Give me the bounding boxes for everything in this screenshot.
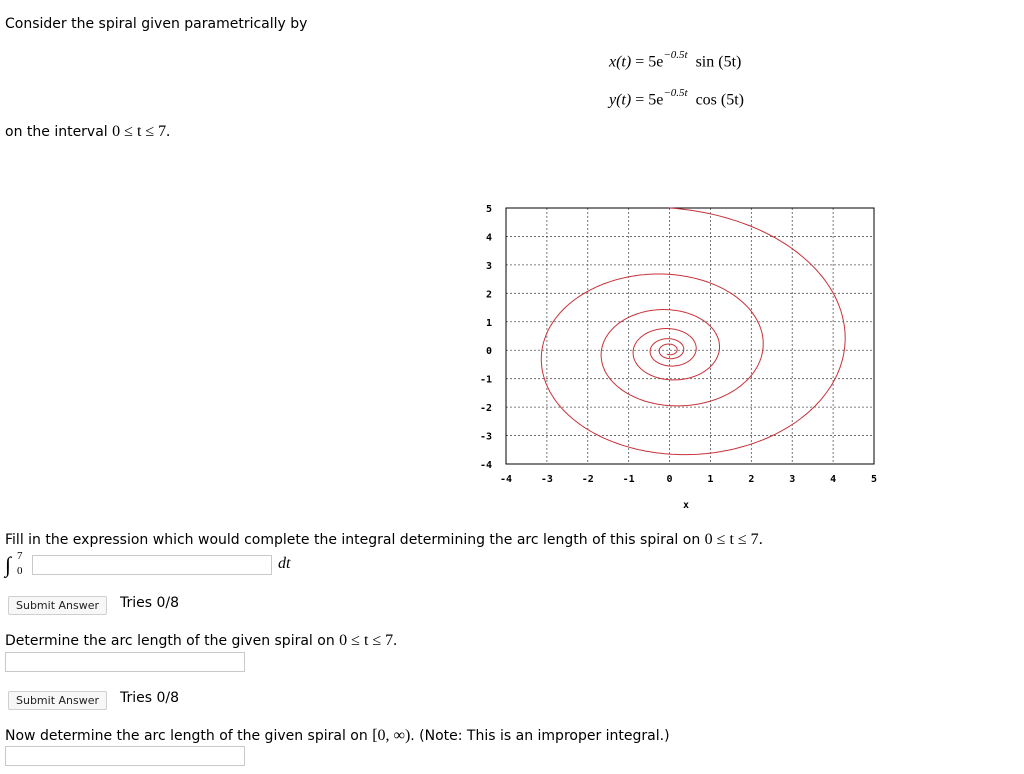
x-tick-label: 5 bbox=[870, 474, 878, 485]
y-exponent: −0.5t bbox=[663, 87, 688, 99]
interval-prefix: on the interval bbox=[5, 124, 108, 140]
interval-suffix: . bbox=[166, 123, 171, 140]
y-tick-label: -2 bbox=[479, 403, 492, 415]
integral-lower-limit: 0 bbox=[17, 565, 23, 577]
x-tick-labels bbox=[500, 474, 877, 485]
q1-end: . bbox=[758, 531, 763, 548]
x-lhs: x(t) bbox=[609, 53, 632, 71]
x-tick-label: 3 bbox=[789, 474, 796, 485]
q1-text-line bbox=[5, 531, 763, 549]
y-tick-label: 2 bbox=[485, 289, 492, 301]
x-exponent: −0.5t bbox=[663, 49, 688, 61]
q1-interval: 0 ≤ t ≤ 7 bbox=[704, 531, 759, 548]
x-tick-label: 4 bbox=[830, 474, 837, 485]
q2-tries: Tries 0/8 bbox=[120, 690, 180, 706]
dt-text: dt bbox=[278, 555, 291, 572]
x-tick-label: -2 bbox=[581, 474, 594, 485]
integral-dt bbox=[278, 555, 290, 573]
y-func: cos (5t) bbox=[695, 91, 745, 109]
interval-line bbox=[5, 123, 170, 141]
interval-math: 0 ≤ t ≤ 7 bbox=[112, 123, 167, 140]
spiral-curve bbox=[541, 208, 845, 455]
y-lhs: y(t) bbox=[609, 91, 632, 109]
x-tick-label: 1 bbox=[707, 474, 714, 485]
q2-submit-button[interactable]: Submit Answer bbox=[8, 691, 107, 710]
q2-text-line bbox=[5, 632, 397, 650]
y-tick-label: 4 bbox=[485, 232, 492, 244]
x-tick-label: -1 bbox=[622, 474, 635, 485]
x-tick-label: 0 bbox=[666, 474, 673, 485]
q1-tries: Tries 0/8 bbox=[120, 595, 180, 611]
y-tick-label: 1 bbox=[485, 317, 492, 329]
spiral-plot bbox=[470, 196, 890, 516]
q2-text: Determine the arc length of the given spiral on bbox=[5, 633, 335, 649]
q1-submit-button[interactable]: Submit Answer bbox=[8, 596, 107, 615]
q3-text-line bbox=[5, 727, 670, 745]
q3-interval: [0, ∞) bbox=[372, 727, 411, 744]
q2-interval: 0 ≤ t ≤ 7 bbox=[339, 632, 394, 649]
q3-text: Now determine the arc length of the given spiral on bbox=[5, 728, 368, 744]
intro-text: Consider the spiral given parametrically by bbox=[5, 16, 308, 32]
y-tick-label: 5 bbox=[485, 204, 492, 215]
x-axis-label: x bbox=[682, 500, 690, 511]
q1-text: Fill in the expression which would complete the integral determining the arc length of this spiral on bbox=[5, 532, 701, 548]
y-tick-label: -4 bbox=[479, 460, 492, 471]
x-func: sin (5t) bbox=[695, 53, 742, 71]
y-tick-label: 0 bbox=[485, 346, 492, 358]
x-tick-label: -4 bbox=[499, 474, 513, 485]
x-equation: $x(t) = 5e^{-0.5t}$ sin (5t) bbox=[609, 49, 742, 71]
integral-upper-limit: 7 bbox=[17, 550, 23, 562]
x-coef: 5e bbox=[648, 53, 664, 71]
integrand-input[interactable] bbox=[32, 555, 272, 575]
q2-end: . bbox=[393, 632, 398, 649]
y-tick-label: 3 bbox=[485, 260, 492, 272]
y-tick-label: -1 bbox=[479, 374, 492, 386]
q3-note: . (Note: This is an improper integral.) bbox=[410, 728, 670, 744]
x-tick-label: -3 bbox=[540, 474, 553, 485]
y-tick-label: -3 bbox=[479, 431, 492, 443]
q3-answer-input[interactable] bbox=[5, 746, 245, 766]
q2-answer-input[interactable] bbox=[5, 652, 245, 672]
x-tick-label: 2 bbox=[748, 474, 755, 485]
y-coef: 5e bbox=[648, 91, 664, 109]
y-equation: $y(t) = 5e^{-0.5t}$ cos (5t) bbox=[609, 87, 745, 109]
integral-sign: ∫ bbox=[5, 552, 12, 577]
y-tick-labels bbox=[480, 204, 492, 471]
